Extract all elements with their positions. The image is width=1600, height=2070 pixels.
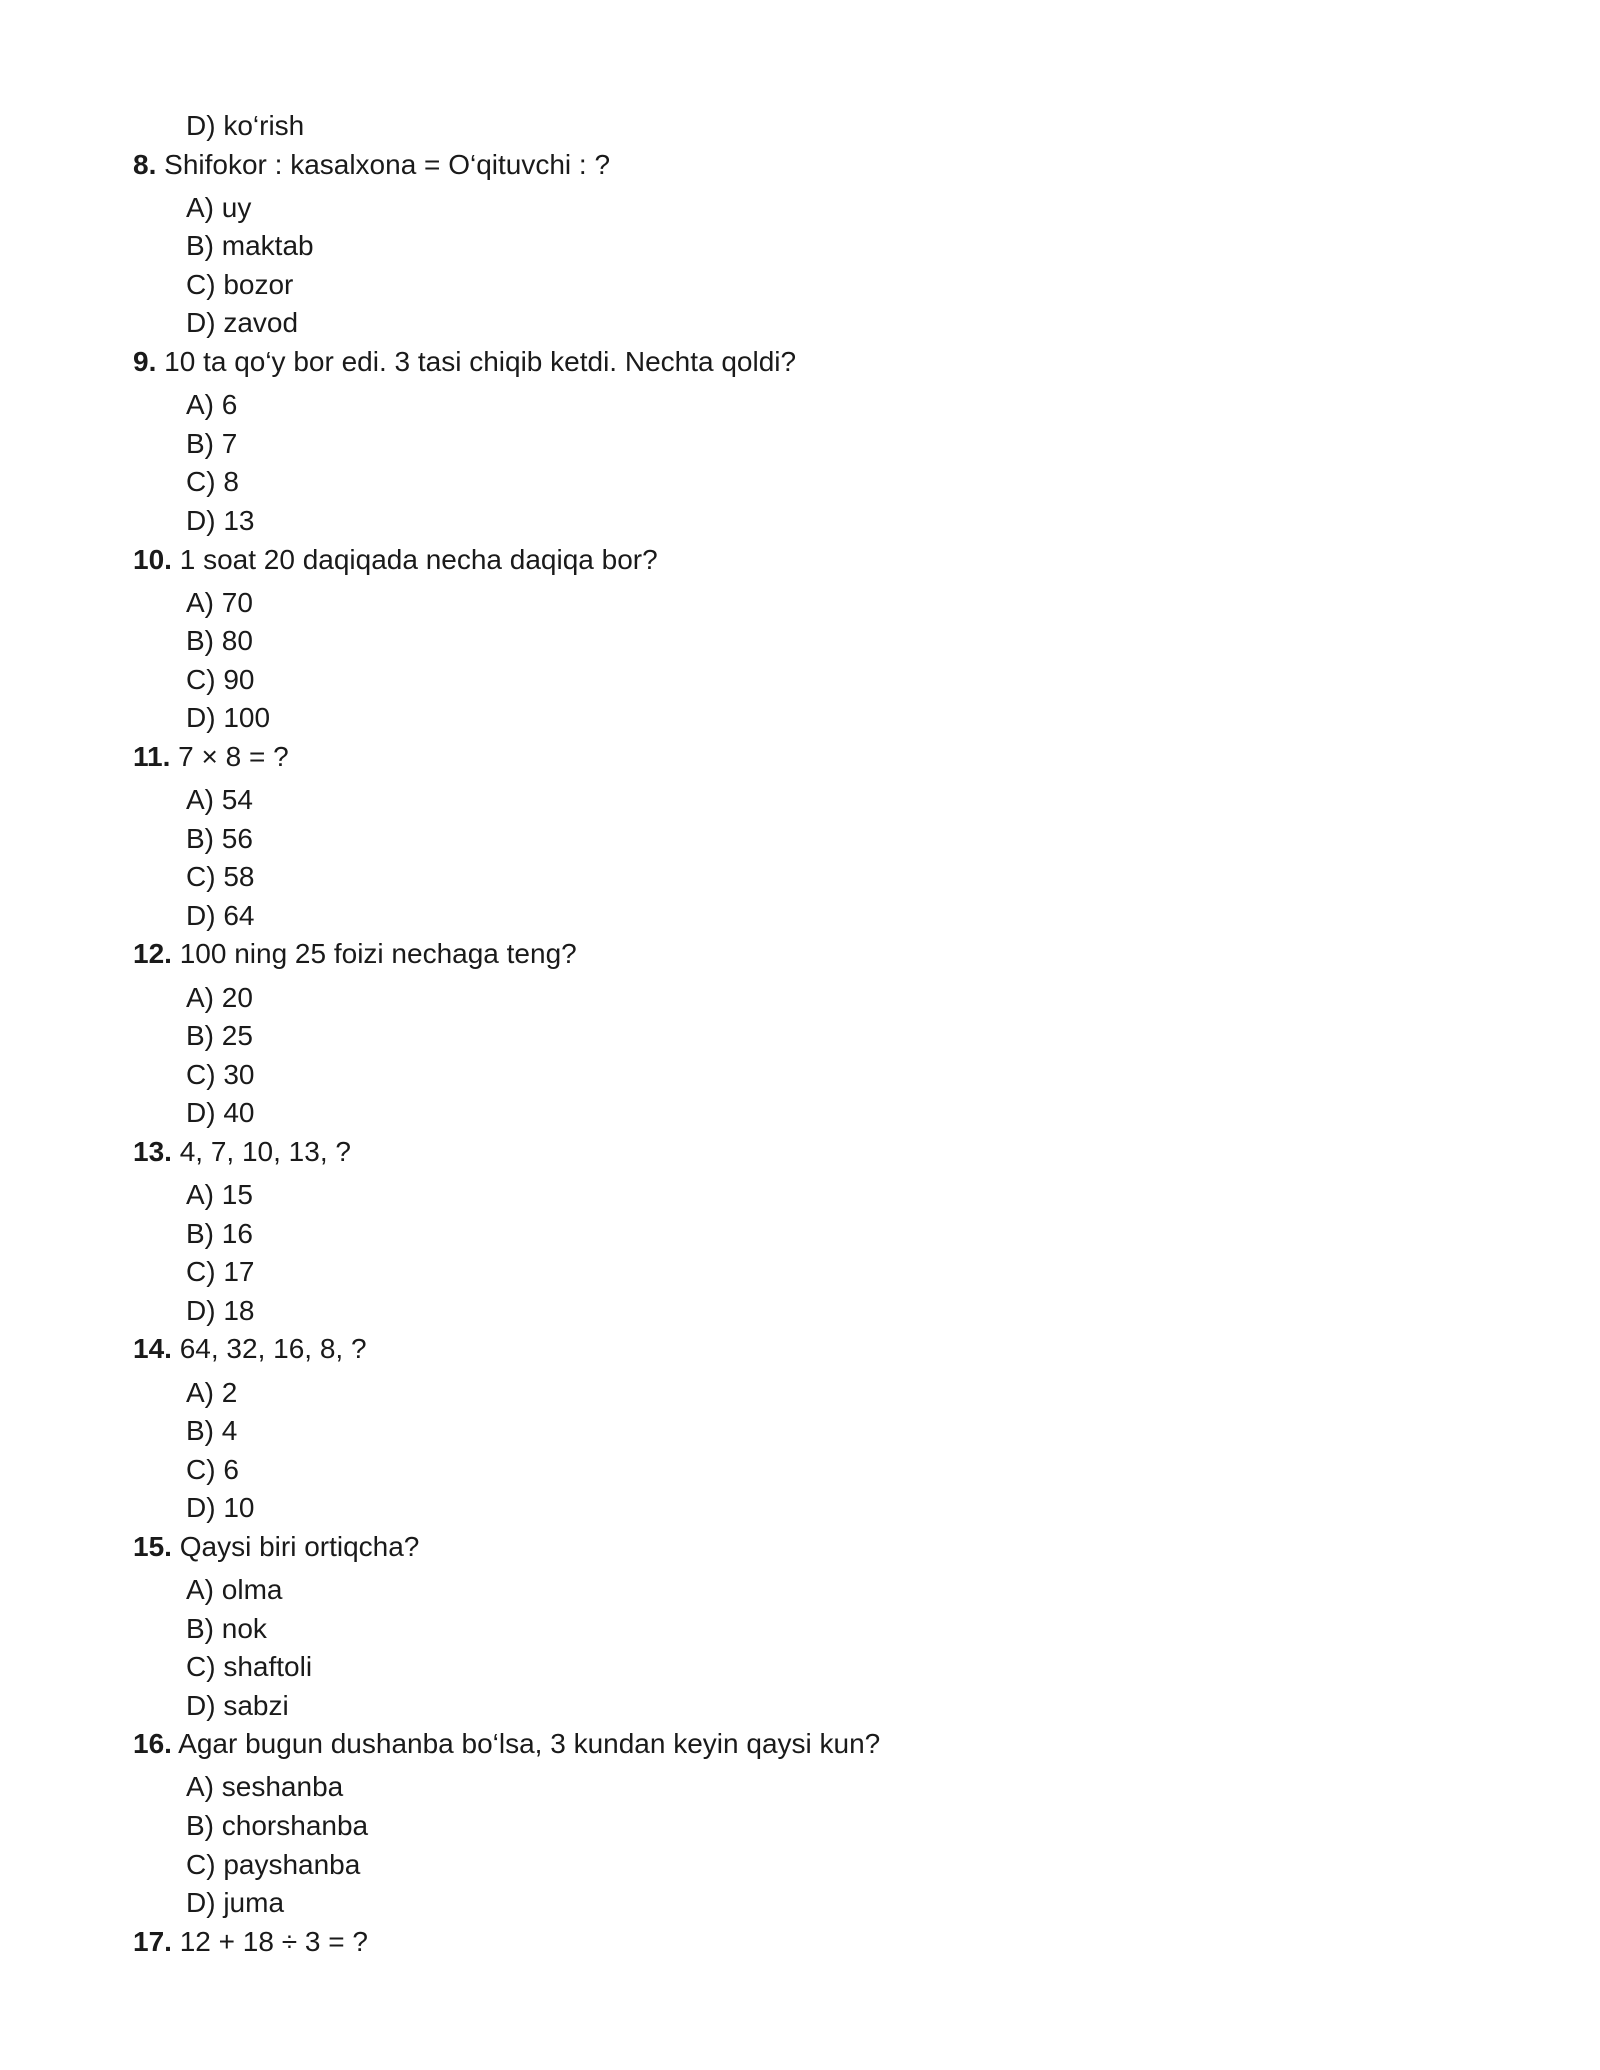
answer-option: B) 4: [186, 1415, 238, 1447]
question-number: 12.: [133, 938, 172, 970]
question-12: [133, 935, 1433, 1132]
question-text-line: [133, 1330, 1433, 1369]
answer-options: [133, 781, 1433, 935]
answer-option: A) olma: [186, 1573, 283, 1605]
question-text: Qaysi biri ortiqcha?: [179, 1530, 420, 1562]
answer-option: C) 17: [186, 1256, 255, 1288]
answer-option: A) uy: [186, 191, 252, 223]
question-number: 17.: [133, 1925, 172, 1957]
question-number: 16.: [133, 1728, 172, 1760]
answer-option: B) 56: [186, 822, 253, 854]
question-number: 13.: [133, 1135, 172, 1167]
answer-option: A) seshanba: [186, 1771, 344, 1803]
question-text-line: [133, 541, 1433, 580]
answer-options: [133, 584, 1433, 738]
answer-option: C) payshanba: [186, 1848, 361, 1880]
question-number: 14.: [133, 1333, 172, 1365]
answer-option: B) maktab: [186, 230, 314, 262]
question-number: 10.: [133, 543, 172, 575]
answer-option: B) 7: [186, 427, 238, 459]
question-text-line: [133, 1923, 1433, 1962]
question-text-line: [133, 1528, 1433, 1567]
answer-option: D) zavod: [186, 307, 299, 339]
question-14: [133, 1330, 1433, 1527]
answer-options: [133, 1768, 1433, 1922]
question-11: [133, 738, 1433, 935]
answer-option: D) ko‘rish: [186, 110, 305, 141]
question-text-line: [133, 1725, 1433, 1764]
question-text-line: [133, 935, 1433, 974]
answer-option: D) 13: [186, 504, 255, 536]
answer-options: [133, 189, 1433, 343]
answer-option: D) 100: [186, 702, 271, 734]
answer-option: C) shaftoli: [186, 1651, 313, 1683]
question-text: Agar bugun dushanba bo‘lsa, 3 kundan keyin qaysi kun?: [178, 1728, 881, 1760]
answer-option: A) 70: [186, 586, 253, 618]
question-text: 7 × 8 = ?: [178, 741, 289, 772]
question-10: [133, 541, 1433, 738]
answer-option: D) 64: [186, 899, 255, 931]
question-text: Shifokor : kasalxona = O‘qituvchi : ?: [164, 148, 611, 180]
question-text: 4, 7, 10, 13, ?: [179, 1135, 351, 1167]
answer-option: B) 16: [186, 1217, 253, 1249]
question-number: 11.: [133, 741, 171, 772]
question-17: [133, 1923, 1433, 1962]
answer-option: B) nok: [186, 1612, 267, 1644]
question-16: [133, 1725, 1433, 1922]
question-number: 8.: [133, 148, 157, 180]
answer-option: C) bozor: [186, 268, 294, 300]
answer-option: D) 18: [186, 1294, 255, 1326]
question-text-line: [133, 146, 1433, 185]
answer-option: C) 6: [186, 1453, 239, 1485]
answer-option: C) 90: [186, 663, 255, 695]
question-15: [133, 1528, 1433, 1725]
answer-options: [133, 979, 1433, 1133]
question-text: 100 ning 25 foizi nechaga teng?: [179, 938, 577, 970]
question-text: 12 + 18 ÷ 3 = ?: [179, 1925, 368, 1957]
answer-option: A) 2: [186, 1376, 238, 1408]
question-text-line: [133, 343, 1433, 382]
question-text-line: [133, 738, 1433, 777]
answer-options: [133, 1571, 1433, 1725]
answer-option: A) 15: [186, 1179, 253, 1211]
question-text: 10 ta qo‘y bor edi. 3 tasi chiqib ketdi. Nechta qoldi?: [164, 346, 797, 378]
question-9: [133, 343, 1433, 540]
answer-option: D) sabzi: [186, 1689, 289, 1721]
question-text: 64, 32, 16, 8, ?: [179, 1333, 367, 1365]
answer-option: D) 40: [186, 1097, 255, 1129]
answer-option: D) juma: [186, 1887, 285, 1919]
question-text-line: [133, 1133, 1433, 1172]
answer-options: [133, 1374, 1433, 1528]
answer-option: A) 6: [186, 389, 238, 421]
answer-option: D) 10: [186, 1492, 255, 1524]
answer-option: B) 25: [186, 1020, 253, 1052]
answer-option: A) 54: [186, 784, 253, 816]
answer-options: [133, 1176, 1433, 1330]
answer-option: C) 30: [186, 1058, 255, 1090]
question-list: [133, 107, 1433, 1961]
question-number: 15.: [133, 1530, 172, 1562]
answer-option: B) chorshanba: [186, 1810, 369, 1842]
questions-container: [133, 146, 1433, 1962]
answer-option: C) 8: [186, 466, 239, 498]
question-text: 1 soat 20 daqiqada necha daqiqa bor?: [179, 543, 658, 575]
answer-option: B) 80: [186, 625, 253, 657]
question-13: [133, 1133, 1433, 1330]
answer-option: A) 20: [186, 981, 253, 1013]
question-8: [133, 146, 1433, 343]
answer-option: C) 58: [186, 861, 255, 893]
question-number: 9.: [133, 346, 157, 378]
answer-options: [133, 386, 1433, 540]
